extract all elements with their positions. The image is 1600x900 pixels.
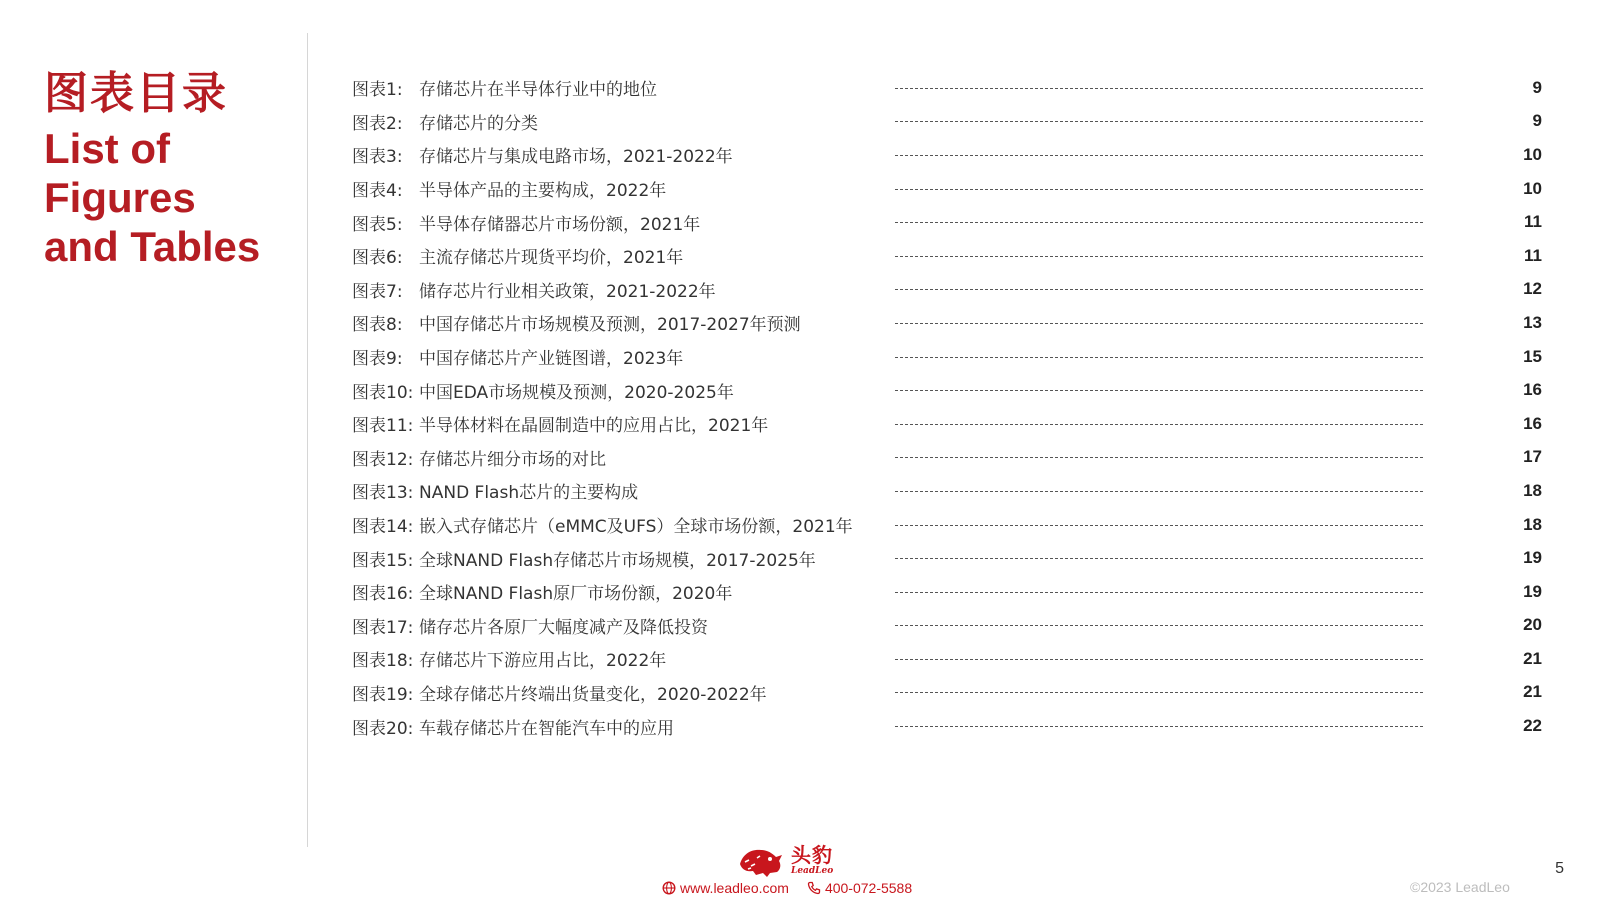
toc-figure-title: 全球NAND Flash存储芯片市场规模，2017-2025年: [419, 550, 816, 571]
toc-row[interactable]: [352, 709, 1542, 743]
toc-page-number: 22: [1523, 716, 1542, 736]
toc-row[interactable]: [352, 205, 1542, 239]
toc-row[interactable]: [352, 541, 1542, 575]
toc-dash-leader: [895, 357, 1423, 358]
toc-dash-leader: [895, 222, 1423, 223]
toc-row[interactable]: [352, 373, 1542, 407]
toc-figure-number: 图表1:: [352, 80, 403, 101]
toc-figure-title: 储存芯片行业相关政策，2021-2022年: [419, 281, 716, 302]
toc-figure-number: 图表3:: [352, 147, 403, 168]
toc-figure-number: 图表5:: [352, 214, 403, 235]
toc-row[interactable]: [352, 474, 1542, 508]
toc-dash-leader: [895, 726, 1423, 727]
toc-figure-title: 存储芯片下游应用占比，2022年: [419, 651, 667, 672]
footer-contact: [662, 880, 912, 896]
toc-dash-leader: [895, 189, 1423, 190]
toc-row[interactable]: [352, 239, 1542, 273]
toc-figure-title: 存储芯片在半导体行业中的地位: [419, 80, 657, 101]
toc-figure-number: 图表12:: [352, 449, 414, 470]
toc-figure-number: 图表17:: [352, 617, 414, 638]
toc-figure-title: 储存芯片各原厂大幅度减产及降低投资: [419, 617, 708, 638]
toc-figure-number: 图表9:: [352, 349, 403, 370]
toc-figure-title: 全球NAND Flash原厂市场份额，2020年: [419, 584, 733, 605]
phone-icon: [807, 881, 821, 895]
toc-row[interactable]: [352, 105, 1542, 139]
phone-contact[interactable]: [807, 880, 912, 896]
toc-page-number: 16: [1523, 380, 1542, 400]
toc-row[interactable]: [352, 306, 1542, 340]
toc-page-number: 10: [1523, 178, 1542, 198]
toc-figure-title: 存储芯片与集成电路市场，2021-2022年: [419, 147, 733, 168]
website-text: www.leadleo.com: [680, 880, 789, 896]
toc-figure-title: 嵌入式存储芯片（eMMC及UFS）全球市场份额，2021年: [419, 517, 853, 538]
toc-figure-title: 车载存储芯片在智能汽车中的应用: [419, 718, 674, 739]
toc-figure-number: 图表14:: [352, 517, 414, 538]
toc-figure-number: 图表11:: [352, 416, 414, 437]
vertical-divider: [307, 33, 308, 847]
toc-dash-leader: [895, 121, 1423, 122]
toc-page-number: 13: [1523, 312, 1542, 332]
toc-page-number: 18: [1523, 514, 1542, 534]
toc-row[interactable]: [352, 508, 1542, 542]
toc-page-number: 20: [1523, 615, 1542, 635]
toc-row[interactable]: [352, 575, 1542, 609]
toc-figure-number: 图表13:: [352, 483, 414, 504]
toc-row[interactable]: [352, 642, 1542, 676]
toc-figure-title: 存储芯片的分类: [419, 113, 538, 134]
toc-figure-title: 半导体产品的主要构成，2022年: [419, 181, 667, 202]
globe-icon: [662, 881, 676, 895]
table-of-figures: [352, 71, 1542, 743]
logo-cn: 头豹: [791, 842, 833, 867]
toc-figure-title: 主流存储芯片现货平均价，2021年: [419, 248, 684, 269]
toc-page-number: 17: [1523, 447, 1542, 467]
toc-figure-number: 图表7:: [352, 281, 403, 302]
toc-figure-number: 图表10:: [352, 382, 414, 403]
toc-page-number: 19: [1523, 581, 1542, 601]
toc-dash-leader: [895, 592, 1423, 593]
toc-dash-leader: [895, 659, 1423, 660]
toc-page-number: 16: [1523, 413, 1542, 433]
page-title-cn: 图表目录: [44, 68, 228, 119]
toc-figure-title: 半导体材料在晶圆制造中的应用占比，2021年: [419, 416, 769, 437]
toc-figure-number: 图表6:: [352, 248, 403, 269]
toc-figure-number: 图表20:: [352, 718, 414, 739]
toc-row[interactable]: [352, 273, 1542, 307]
toc-row[interactable]: [352, 138, 1542, 172]
toc-row[interactable]: [352, 441, 1542, 475]
leopard-logo-icon: [737, 842, 785, 878]
toc-figure-title: 全球存储芯片终端出货量变化，2020-2022年: [419, 684, 767, 705]
logo-text: [791, 842, 834, 876]
toc-page-number: 15: [1523, 346, 1542, 366]
toc-dash-leader: [895, 256, 1423, 257]
logo-en: LeadLeo: [791, 865, 834, 876]
page-title-en-line3: and Tables: [44, 223, 261, 270]
footer-logo: [737, 842, 833, 878]
copyright: ©2023 LeadLeo: [1410, 879, 1510, 895]
toc-figure-title: NAND Flash芯片的主要构成: [419, 483, 639, 504]
toc-figure-title: 存储芯片细分市场的对比: [419, 449, 606, 470]
toc-dash-leader: [895, 390, 1423, 391]
toc-dash-leader: [895, 525, 1423, 526]
toc-row[interactable]: [352, 71, 1542, 105]
toc-dash-leader: [895, 625, 1423, 626]
toc-row[interactable]: [352, 407, 1542, 441]
toc-page-number: 9: [1532, 111, 1542, 131]
toc-page-number: 18: [1523, 480, 1542, 500]
page-title-en-line1: List of: [44, 125, 170, 172]
toc-page-number: 19: [1523, 548, 1542, 568]
toc-row[interactable]: [352, 676, 1542, 710]
toc-figure-number: 图表19:: [352, 684, 414, 705]
toc-row[interactable]: [352, 609, 1542, 643]
toc-page-number: 10: [1523, 144, 1542, 164]
toc-dash-leader: [895, 692, 1423, 693]
toc-dash-leader: [895, 558, 1423, 559]
toc-page-number: 11: [1524, 212, 1542, 232]
toc-dash-leader: [895, 88, 1423, 89]
page-title-en-line2: Figures: [44, 174, 196, 221]
page-title-en: [44, 124, 294, 271]
toc-figure-title: 中国存储芯片产业链图谱，2023年: [419, 349, 684, 370]
toc-page-number: 21: [1523, 682, 1542, 702]
toc-row[interactable]: [352, 340, 1542, 374]
toc-figure-title: 中国存储芯片市场规模及预测，2017-2027年预测: [419, 315, 801, 336]
toc-dash-leader: [895, 457, 1423, 458]
toc-figure-number: 图表16:: [352, 584, 414, 605]
toc-page-number: 21: [1523, 648, 1542, 668]
toc-dash-leader: [895, 491, 1423, 492]
toc-dash-leader: [895, 424, 1423, 425]
toc-figure-number: 图表18:: [352, 651, 414, 672]
toc-dash-leader: [895, 289, 1423, 290]
page-number: 5: [1555, 860, 1564, 877]
toc-figure-number: 图表15:: [352, 550, 414, 571]
title-block: [44, 66, 294, 271]
toc-page-number: 9: [1532, 77, 1542, 97]
toc-figure-number: 图表2:: [352, 113, 403, 134]
website-link[interactable]: [662, 880, 789, 896]
toc-figure-number: 图表4:: [352, 181, 403, 202]
toc-page-number: 11: [1524, 245, 1542, 265]
toc-figure-title: 中国EDA市场规模及预测，2020-2025年: [419, 382, 734, 403]
toc-page-number: 12: [1523, 279, 1542, 299]
toc-dash-leader: [895, 323, 1423, 324]
phone-text: 400-072-5588: [824, 880, 913, 896]
toc-figure-title: 半导体存储器芯片市场份额，2021年: [419, 214, 701, 235]
toc-figure-number: 图表8:: [352, 315, 403, 336]
toc-row[interactable]: [352, 172, 1542, 206]
toc-dash-leader: [895, 155, 1423, 156]
